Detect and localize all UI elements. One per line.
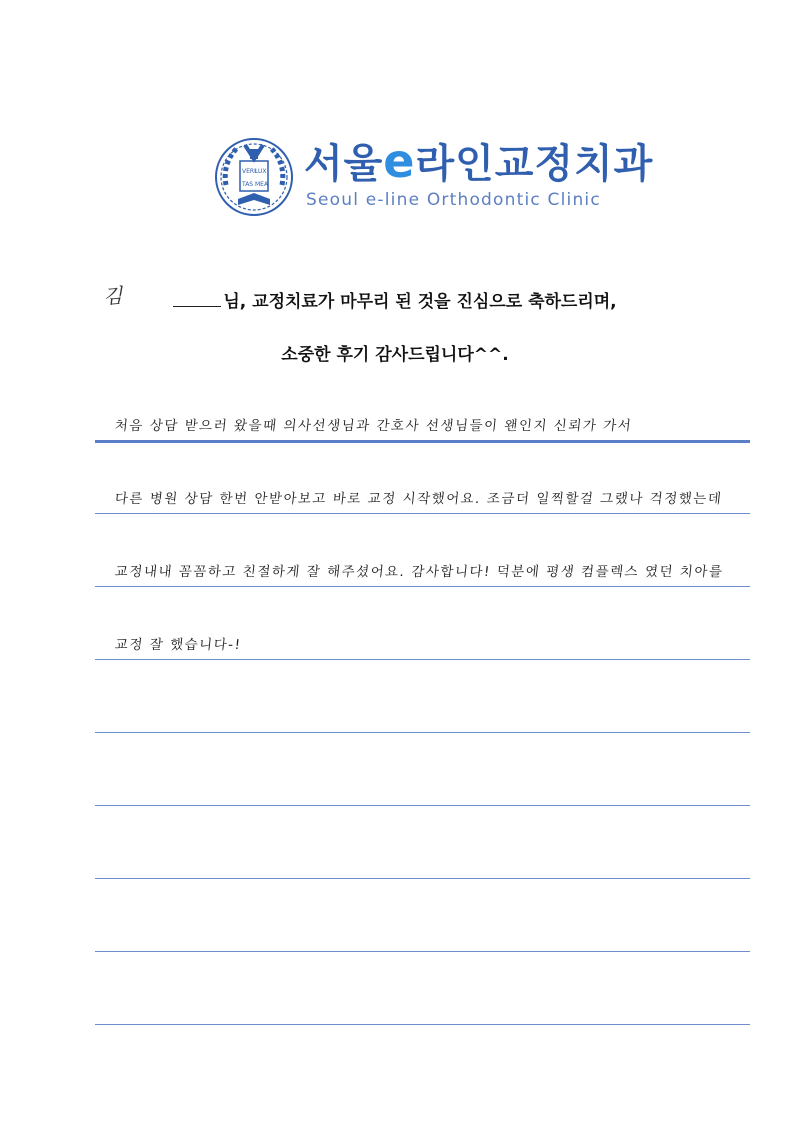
thanks-line: 소중한 후기 감사드립니다^^. [281, 345, 509, 365]
ruled-line [95, 878, 750, 879]
clinic-name-part: 라인교정치과 [415, 141, 654, 187]
review-text-line: 교정 잘 했습니다-! [113, 637, 243, 653]
clinic-name-part: 서울 [304, 141, 384, 187]
review-text-line: 다른 병원 상담 한번 안받아보고 바로 교정 시작했어요. 조금더 일찍할걸 그랬나 걱정했는데 [113, 491, 724, 507]
ruled-line [95, 951, 750, 952]
clinic-name-english: Seoul e-line Orthodontic Clinic [306, 190, 601, 210]
review-text-line: 처음 상담 받으러 왔을때 의사선생님과 간호사 선생님들이 왠인지 신뢰가 가서 [113, 418, 634, 434]
patient-name-handwritten: 김 [102, 283, 124, 309]
clinic-header [212, 133, 652, 223]
name-blank [173, 290, 221, 307]
svg-text:TAS: TAS [242, 181, 254, 188]
svg-text:MEA: MEA [255, 181, 269, 188]
clinic-name-e: e [383, 134, 416, 188]
ruled-line [95, 1024, 750, 1025]
review-text-line: 교정내내 꼼꼼하고 친절하게 잘 해주셨어요. 감사합니다! 덕분에 평생 컴플렉스 였던 치아를 [113, 564, 725, 580]
ruled-line [95, 513, 750, 514]
svg-text:LUX: LUX [255, 168, 267, 175]
svg-text:VERI: VERI [242, 168, 256, 175]
ruled-line [95, 586, 750, 587]
ruled-line [95, 440, 750, 443]
congratulation-text: 님, 교정치료가 마무리 된 것을 진심으로 축하드리며, [223, 292, 617, 312]
clinic-name-korean [304, 134, 654, 188]
ruled-line [95, 805, 750, 806]
congratulation-line [0, 287, 790, 312]
ruled-line [95, 659, 750, 660]
ruled-line [95, 732, 750, 733]
university-seal-icon [212, 133, 296, 217]
